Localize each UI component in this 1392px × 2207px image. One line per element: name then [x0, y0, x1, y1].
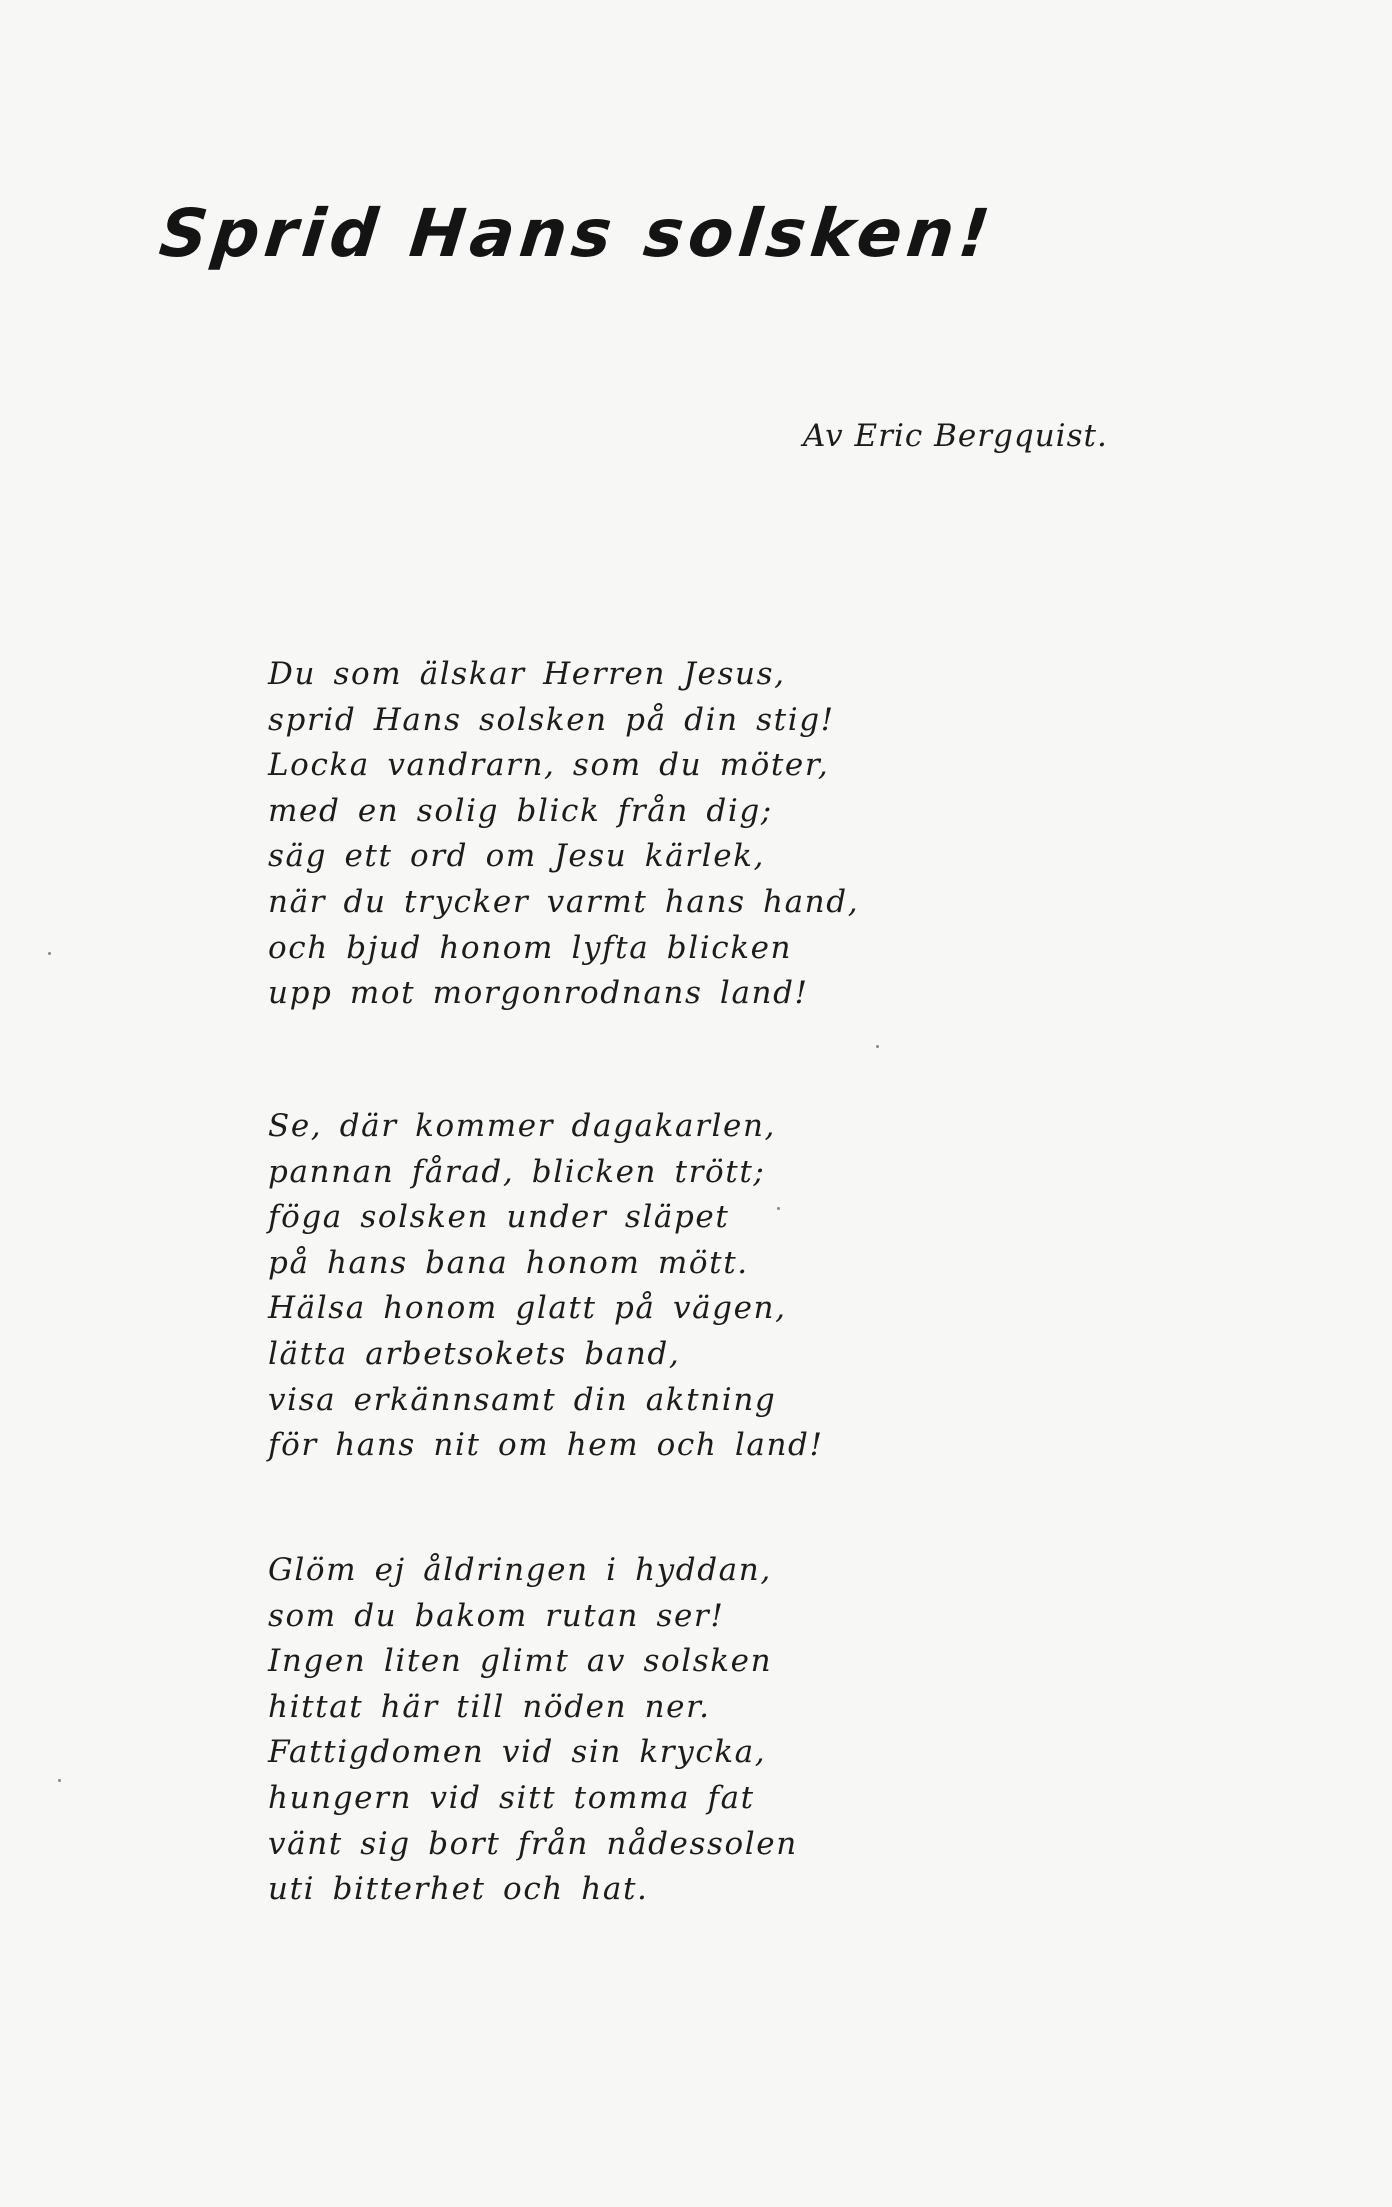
- print-speck: [876, 1045, 879, 1048]
- verse-line: föga solsken under släpet: [268, 1199, 730, 1236]
- verse-line: och bjud honom lyfta blicken: [268, 929, 793, 966]
- verse-line: lätta arbetsokets band,: [268, 1335, 681, 1372]
- verse-line: hittat här till nöden ner.: [268, 1688, 711, 1725]
- verse-line: säg ett ord om Jesu kärlek,: [268, 838, 765, 875]
- verse-line: upp mot morgonrodnans land!: [268, 975, 809, 1012]
- verse-line: uti bitterhet och hat.: [268, 1871, 649, 1908]
- verse-line: för hans nit om hem och land!: [268, 1427, 824, 1464]
- print-speck: [777, 1207, 780, 1210]
- print-speck: [48, 952, 51, 955]
- verse-line: på hans bana honom mött.: [268, 1244, 749, 1281]
- verse-line: visa erkännsamt din aktning: [268, 1381, 777, 1418]
- verse-line: Hälsa honom glatt på vägen,: [268, 1290, 787, 1327]
- stanza-3: [268, 1548, 798, 1913]
- author-line: Av Eric Bergquist.: [803, 418, 1108, 454]
- verse-line: Fattigdomen vid sin krycka,: [268, 1734, 767, 1771]
- verse-line: vänt sig bort från nådessolen: [268, 1825, 798, 1862]
- verse-line: pannan fårad, blicken trött;: [268, 1153, 766, 1190]
- print-speck: [58, 1779, 61, 1782]
- verse-line: sprid Hans solsken på din stig!: [268, 701, 835, 738]
- verse-line: Du som älskar Herren Jesus,: [268, 656, 786, 692]
- verse-line: hungern vid sitt tomma fat: [268, 1779, 755, 1816]
- verse-line: som du bakom rutan ser!: [268, 1597, 725, 1634]
- verse-line: Glöm ej åldringen i hyddan,: [268, 1552, 772, 1588]
- poem-title: Sprid Hans solsken!: [155, 195, 999, 272]
- verse-line: när du trycker varmt hans hand,: [268, 883, 860, 920]
- verse-line: Ingen liten glimt av solsken: [268, 1643, 773, 1680]
- verse-line: Se, där kommer dagakarlen,: [268, 1108, 776, 1144]
- verse-line: med en solig blick från dig;: [268, 792, 773, 829]
- stanza-1: [268, 652, 859, 1017]
- verse-line: Locka vandrarn, som du möter,: [268, 747, 830, 784]
- stanza-2: [268, 1104, 824, 1469]
